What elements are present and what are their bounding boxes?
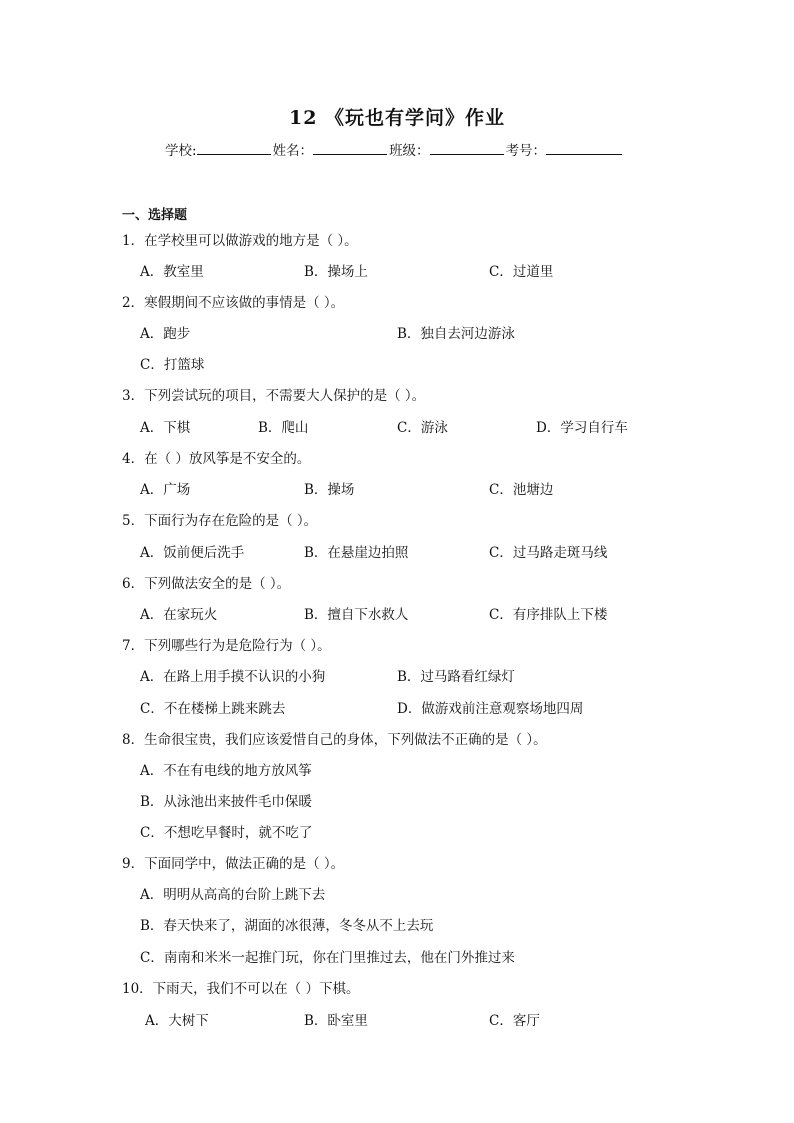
question-8: 8．生命很宝贵，我们应该爱惜自己的身体，下列做法不正确的是（ ）。 [122,732,547,748]
section-title: 一、选择题 [122,208,188,223]
q3-option-a[interactable]: A．下棋 [140,420,191,436]
q3-option-b[interactable]: B．爬山 [258,420,309,436]
question-6: 6．下列做法安全的是（ ）。 [122,576,291,592]
exam-number-label: 考号： [505,143,547,159]
question-4: 4．在（ ）放风筝是不安全的。 [122,451,311,467]
page-title: 12 《玩也有学问》作业 [288,107,506,129]
q7-option-d[interactable]: D．做游戏前注意观察场地四周 [397,701,584,717]
q2-option-a[interactable]: A．跑步 [140,326,191,342]
q3-option-d[interactable]: D．学习自行车 [536,420,628,436]
class-label: 班级： [389,143,430,159]
q10-option-a[interactable]: A．大树下 [145,1013,209,1029]
q1-option-b[interactable]: B．操场上 [304,264,368,280]
q9-option-c[interactable]: C．南南和米米一起推门玩，你在门里推过去，他在门外推过来 [140,950,515,966]
q8-option-a[interactable]: A．不在有电线的地方放风筝 [140,763,312,779]
school-blank[interactable] [197,142,271,155]
q5-option-c[interactable]: C．过马路走斑马线 [489,545,608,561]
q5-option-b[interactable]: B．在悬崖边拍照 [304,545,409,561]
question-7: 7．下列哪些行为是危险行为（ ）。 [122,638,331,654]
q4-option-c[interactable]: C．池塘边 [489,482,554,498]
q1-option-c[interactable]: C．过道里 [489,264,554,280]
q5-option-a[interactable]: A．饭前便后洗手 [140,545,245,561]
question-2: 2．寒假期间不应该做的事情是（ ）。 [122,295,345,311]
name-blank[interactable] [313,142,387,155]
q1-option-a[interactable]: A．教室里 [140,264,204,280]
q4-option-a[interactable]: A．广场 [140,482,191,498]
q7-option-c[interactable]: C．不在楼梯上跳来跳去 [140,701,286,717]
class-blank[interactable] [430,142,504,155]
q6-option-b[interactable]: B．擅自下水救人 [304,607,409,623]
q2-option-c[interactable]: C．打篮球 [140,357,205,373]
student-info-row [165,139,622,159]
q2-option-b[interactable]: B．独自去河边游泳 [397,326,515,342]
question-10: 10．下雨天，我们不可以在（ ）下棋。 [122,981,360,997]
question-9: 9．下面同学中，做法正确的是（ ）。 [122,856,345,872]
q7-option-b[interactable]: B．过马路看红绿灯 [397,669,515,685]
q9-option-b[interactable]: B．春天快来了，湖面的冰很薄，冬冬从不上去玩 [140,918,434,934]
q10-option-c[interactable]: C．客厅 [489,1013,540,1029]
q4-option-b[interactable]: B．操场 [304,482,355,498]
q8-option-c[interactable]: C．不想吃早餐时，就不吃了 [140,825,313,841]
q10-option-b[interactable]: B．卧室里 [304,1013,368,1029]
name-label: 姓名： [272,143,314,159]
q3-option-c[interactable]: C．游泳 [397,420,448,436]
q6-option-c[interactable]: C．有序排队上下楼 [489,607,608,623]
q6-option-a[interactable]: A．在家玩火 [140,607,218,623]
q7-option-a[interactable]: A．在路上用手摸不认识的小狗 [140,669,326,685]
question-3: 3．下列尝试玩的项目，不需要大人保护的是（ ）。 [122,388,426,404]
question-5: 5．下面行为存在危险的是（ ）。 [122,513,318,529]
question-1: 1．在学校里可以做游戏的地方是（ ）。 [122,233,358,249]
q8-option-b[interactable]: B．从泳池出来披件毛巾保暖 [140,794,312,810]
q9-option-a[interactable]: A．明明从高高的台阶上跳下去 [140,887,326,903]
school-label: 学校: [165,143,197,159]
exam-number-blank[interactable] [546,142,622,155]
